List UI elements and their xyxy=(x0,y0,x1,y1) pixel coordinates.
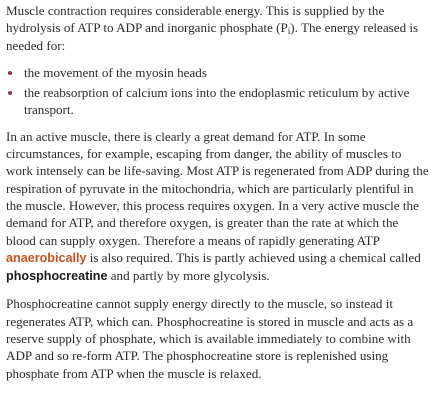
intro-text-end: ). The energy released is needed for: xyxy=(6,20,419,53)
atp-demand-text: In an active muscle, there is clearly a great demand for ATP. In some circumstances, for example, escaping from danger, the ability of muscles to work intensely can be life-saving. Most ATP is regenerated from ADP during the respiration of pyruvate in the mitochondria, which are particularly plentiful in the muscle. However, this process requires oxygen. In a very active muscle the demand for ATP, and therefore oxygen, is greater than the rate at which the blood can supply oxygen. Therefore a means of rapidly generating ATP xyxy=(6,128,429,248)
list-item xyxy=(6,64,430,81)
atp-demand-paragraph xyxy=(6,128,430,286)
list-item-text: the reabsorption of calcium ions into the endoplasmic reticulum by active transport. xyxy=(24,85,410,118)
textbook-page xyxy=(6,2,430,392)
bullet-dot-icon xyxy=(8,71,12,75)
phosphocreatine-paragraph: Phosphocreatine cannot supply energy directly to the muscle, so instead it regenerates ATP, which can. Phosphocreatine is stored in muscle and acts as a reserve supply of phosphate, which is available immediately to combine with ADP and so re-form ATP. The phosphocreatine store is replenished using phosphate from ATP when the muscle is relaxed. xyxy=(6,296,414,381)
keyword-anaerobically: anaerobically xyxy=(6,250,87,265)
bullet-dot-icon xyxy=(8,91,12,95)
list-item-text: the movement of the myosin heads xyxy=(24,64,207,80)
list-item xyxy=(6,84,430,119)
atp-demand-text-end: and partly by more glycolysis. xyxy=(107,268,270,284)
phosphate-subscript: i xyxy=(287,26,291,37)
intro-paragraph xyxy=(6,2,430,54)
keyword-phosphocreatine: phosphocreatine xyxy=(6,269,108,284)
atp-demand-text-middle: is also required. This is partly achieved using a chemical called xyxy=(86,249,421,265)
intro-text-start: Muscle contraction requires considerable energy. This is supplied by the hydrolysis of ATP to ADP and inorganic phosphate (P xyxy=(6,3,385,36)
energy-uses-list xyxy=(6,64,430,119)
